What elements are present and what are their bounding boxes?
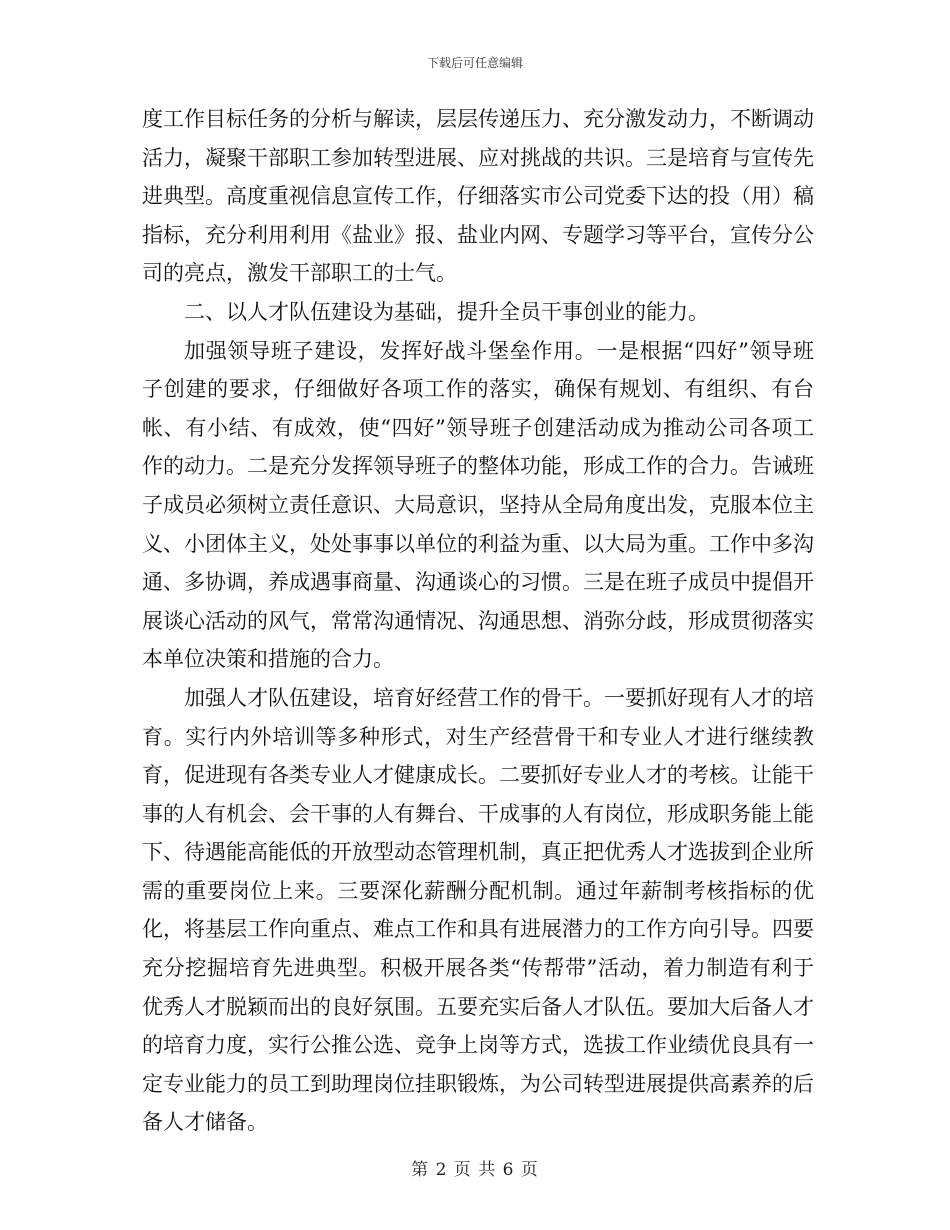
document-body <box>142 100 814 1142</box>
paragraph-continuation: 度工作目标任务的分析与解读，层层传递压力、充分激发动力，不断调动活力，凝聚干部职工参加转型进展、应对挑战的共识。三是培育与宣传先进典型。高度重视信息宣传工作，仔细落实市公司党委下达的投（用）稿指标，充分利用利用《盐业》报、盐业内网、专题学习等平台，宣传分公司的亮点，激发干部职工的士气。 <box>142 107 814 286</box>
section-heading: 二、以人才队伍建设为基础，提升全员干事创业的能力。 <box>184 299 709 324</box>
page-header: 下载后可任意编辑 <box>426 56 523 70</box>
paragraph-leadership: 加强领导班子建设，发挥好战斗堡垒作用。一是根据“四好”领导班子创建的要求，仔细做好各项工作的落实，确保有规划、有组织、有台帐、有小结、有成效，使“四好”领导班子创建活动成为推动公司各项工作的动力。二是充分发挥领导班子的整体功能，形成工作的合力。告诫班子成员必须树立责任意识、大局意识，坚持从全局角度出发，克服本位主义、小团体主义，处处事事以单位的利益为重、以大局为重。工作中多沟通、多协调，养成遇事商量、沟通谈心的习惯。三是在班子成员中提倡开展谈心活动的风气，常常沟通情况、沟通思想、消弥分歧，形成贯彻落实本单位决策和措施的合力。 <box>142 338 814 672</box>
page-number: 第 2 页 共 6 页 <box>411 1160 539 1180</box>
paragraph-talent: 加强人才队伍建设，培育好经营工作的骨干。一要抓好现有人才的培育。实行内外培训等多种形式，对生产经营骨干和专业人才进行继续教育，促进现有各类专业人才健康成长。二要抓好专业人才的考核。让能干事的人有机会、会干事的人有舞台、干成事的人有岗位，形成职务能上能下、待遇能高能低的开放型动态管理机制，真正把优秀人才选拔到企业所需的重要岗位上来。三要深化薪酬分配机制。通过年薪制考核指标的优化，将基层工作向重点、难点工作和具有进展潜力的工作方向引导。四要充分挖掘培育先进典型。积极开展各类“传帮带”活动，着力制造有利于优秀人才脱颖而出的良好氛围。五要充实后备人才队伍。要加大后备人才的培育力度，实行公推公选、竞争上岗等方式，选拔工作业绩优良具有一定专业能力的员工到助理岗位挂职锻炼，为公司转型进展提供高素养的后备人才储备。 <box>142 685 814 1135</box>
